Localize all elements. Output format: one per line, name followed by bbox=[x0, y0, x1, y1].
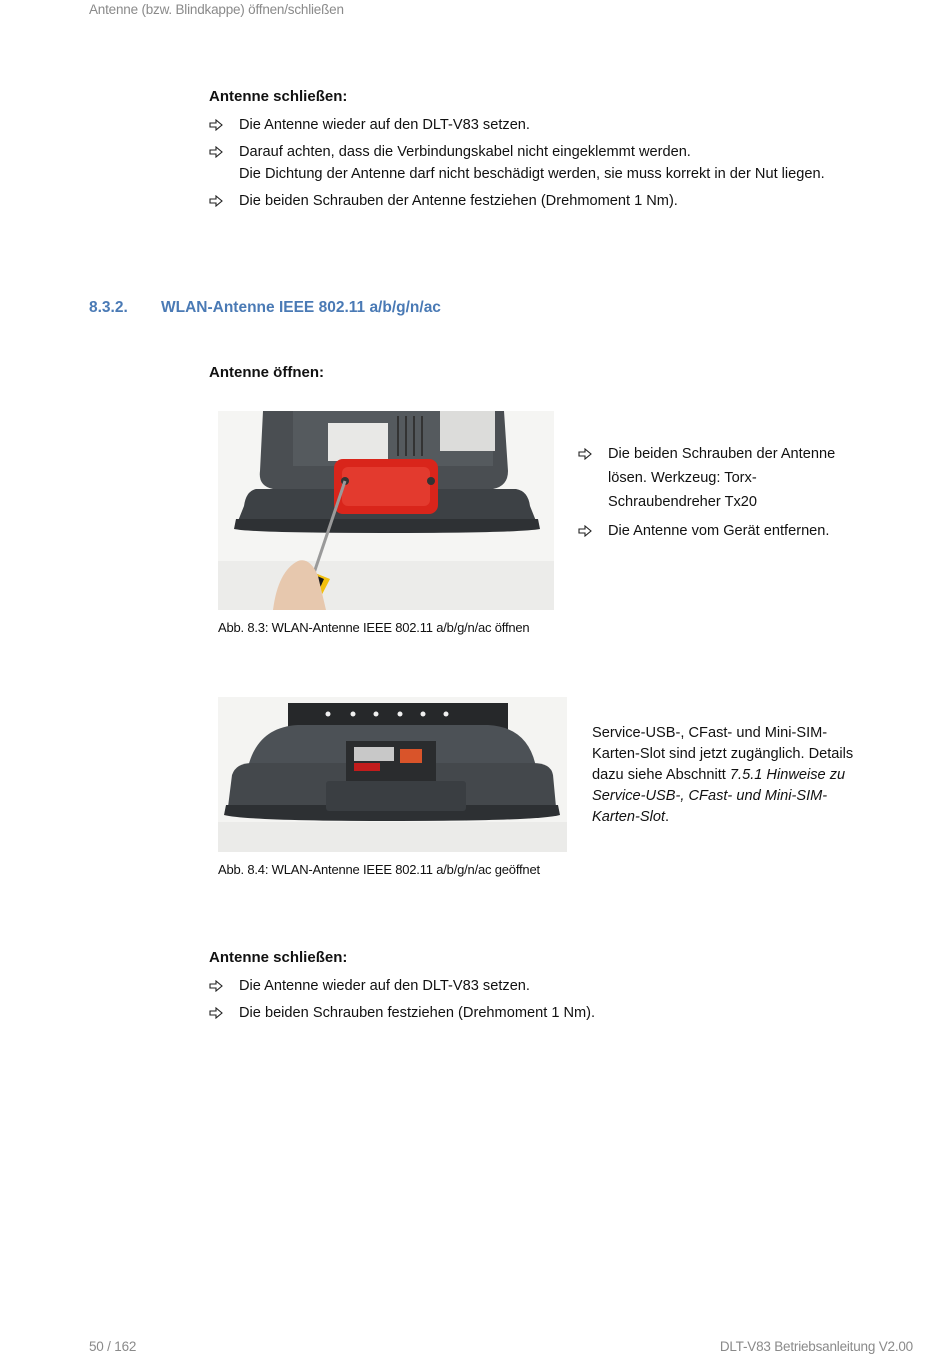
section-title: WLAN-Antenne IEEE 802.11 a/b/g/n/ac bbox=[161, 299, 441, 316]
close-antenna-steps-2 bbox=[209, 975, 889, 1029]
section-number: 8.3.2. bbox=[89, 299, 128, 316]
arrow-right-icon bbox=[209, 119, 223, 131]
arrow-right-icon bbox=[209, 1007, 223, 1019]
running-header: Antenne (bzw. Blindkappe) öffnen/schließen bbox=[89, 2, 344, 17]
list-item: Die Antenne wieder auf den DLT-V83 setzen. bbox=[209, 114, 889, 136]
open-antenna-steps bbox=[578, 442, 858, 548]
list-item: Die Antenne vom Gerät entfernen. bbox=[578, 519, 858, 543]
slots-accessible-text: Service-USB-, CFast- und Mini-SIM-Karten-Slot sind jetzt zugänglich. Details dazu siehe Abschnitt 7.5.1 Hinweise zu Service-USB-, CFast- und Mini-SIM-Karten-Slot. bbox=[592, 725, 854, 825]
photo-antenna-opened bbox=[218, 697, 567, 852]
arrow-right-icon bbox=[578, 525, 592, 537]
list-item: Darauf achten, dass die Verbindungskabel nicht eingeklemmt werden. Die Dichtung der Antenne darf nicht beschädigt werden, sie muss korrekt in der Nut liegen. bbox=[209, 141, 889, 185]
list-item: Die Antenne wieder auf den DLT-V83 setzen. bbox=[209, 975, 889, 997]
close-antenna-steps bbox=[209, 114, 889, 217]
arrow-right-icon bbox=[209, 146, 223, 158]
close-antenna-heading-2: Antenne schließen: bbox=[209, 949, 348, 966]
photo-antenna-open bbox=[218, 411, 554, 610]
list-item: Die beiden Schrauben der Antenne lösen. Werkzeug: Torx-Schraubendreher Tx20 bbox=[578, 442, 858, 514]
figure-caption: Abb. 8.4: WLAN-Antenne IEEE 802.11 a/b/g/n/ac geöffnet bbox=[218, 862, 540, 877]
open-antenna-heading: Antenne öffnen: bbox=[209, 364, 324, 381]
document-title: DLT-V83 Betriebsanleitung V2.00 bbox=[719, 1339, 913, 1354]
arrow-right-icon bbox=[209, 980, 223, 992]
list-item: Die beiden Schrauben festziehen (Drehmoment 1 Nm). bbox=[209, 1002, 889, 1024]
figure-caption: Abb. 8.3: WLAN-Antenne IEEE 802.11 a/b/g/n/ac öffnen bbox=[218, 620, 530, 635]
page-number: 50 / 162 bbox=[89, 1339, 137, 1354]
arrow-right-icon bbox=[209, 195, 223, 207]
list-item: Die beiden Schrauben der Antenne festziehen (Drehmoment 1 Nm). bbox=[209, 190, 889, 212]
arrow-right-icon bbox=[578, 448, 592, 460]
section-reference: 7.5.1 Hinweise zu Service-USB-, CFast- und Mini-SIM-Karten-Slot bbox=[592, 767, 846, 825]
close-antenna-heading: Antenne schließen: bbox=[209, 88, 348, 105]
